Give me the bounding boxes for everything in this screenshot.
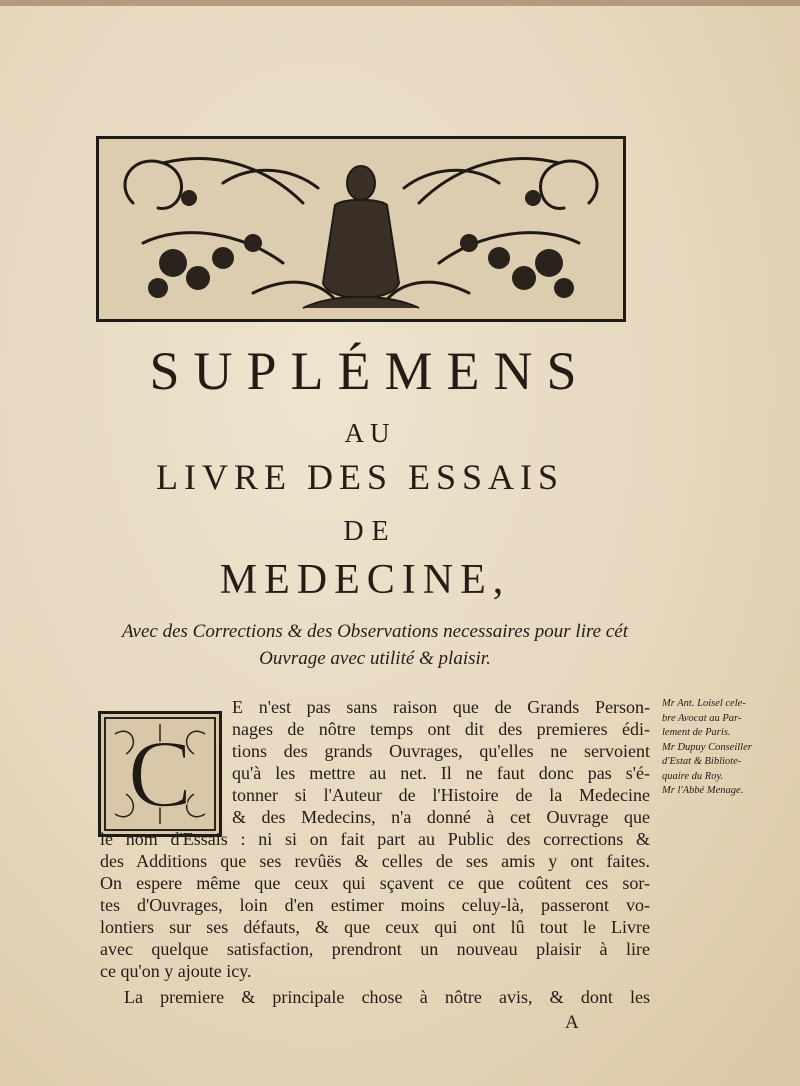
margin-note-line: quaire du Roy. [662, 770, 724, 782]
foliage-ornament-icon [103, 143, 619, 315]
dropcap-letter: C [127, 720, 193, 827]
subtitle-line: Ouvrage avec utilité & plaisir. [259, 648, 491, 669]
body-line: tions des grands Ouvrages, qu'elles ne servoient [232, 741, 650, 761]
body-line: & des Medecins, n'a donné à cet Ouvrage que [232, 807, 650, 827]
headpiece-ornament [96, 136, 626, 322]
title-medecine: MEDECINE, [219, 557, 511, 603]
body-line: La premiere & principale chose à nôtre avis, & dont les [124, 987, 650, 1007]
margin-note-line: Mr Ant. Loisel cele- [662, 698, 746, 709]
body-line: le nom d'Essais : ni si on fait part au Public des corrections & [100, 829, 650, 849]
body-line: tonner si l'Auteur de l'Histoire de la Medecine [232, 785, 650, 805]
body-line: des Additions que ses revûës & celles de ses amis y ont faites. [100, 851, 650, 871]
title-supplemens: SUPLÉMENS [149, 341, 591, 401]
body-line: qu'à les mettre au net. Il ne faut donc pas s'é- [232, 763, 650, 783]
margin-note-line: d'Estat & Bibliote- [662, 756, 742, 767]
title-livre-des-essais: LIVRE DES ESSAIS [155, 457, 565, 497]
body-line: lontiers sur ses défauts, & que ceux qui ont lû tout le Livre [100, 917, 650, 937]
margin-note-line: Mr Dupuy Conseiller [662, 741, 752, 753]
title-au: AU [344, 418, 396, 448]
margin-note-line: lement de Paris. [662, 727, 731, 738]
body-line: ce qu'on y ajoute icy. [100, 961, 252, 981]
signature-mark: A [565, 1012, 579, 1033]
body-line: nages de nôtre temps ont dit des premieres édi- [232, 719, 650, 739]
dropcap-ornament-icon [101, 714, 219, 834]
page-top-edge [0, 0, 800, 6]
subtitle-line: Avec des Corrections & des Observations necessaires pour lire cét [121, 621, 629, 642]
margin-note-line: bre Avocat au Par- [662, 712, 742, 724]
body-line: E n'est pas sans raison que de Grands Person- [232, 697, 650, 717]
body-line: tes d'Ouvrages, loin d'en estimer moins celuy-là, passeront vo- [100, 895, 650, 915]
margin-notes [662, 697, 787, 799]
title-de: DE [343, 516, 397, 547]
dropcap-initial [98, 711, 222, 837]
body-line: avec quelque satisfaction, prendront un nouveau plaisir à lire [100, 939, 650, 959]
body-line: On espere même que ceux qui sçavent ce que coûtent ces sor- [100, 873, 650, 893]
subtitle [80, 618, 670, 672]
margin-note-line: Mr l'Abbé Menage. [662, 785, 744, 796]
